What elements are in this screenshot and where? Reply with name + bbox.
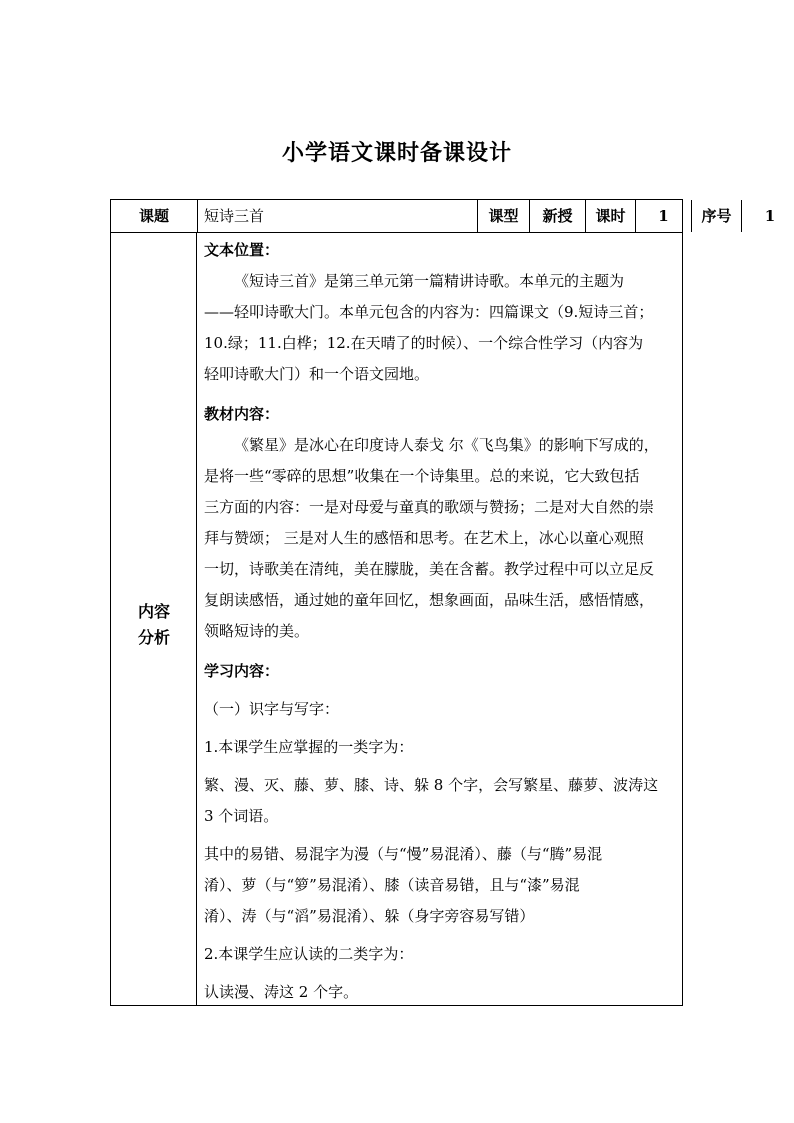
section-label-cell (111, 233, 197, 1005)
type-label: 课型 (478, 200, 530, 232)
paragraph-line: 复朗读感悟，通过她的童年回忆，想象画面，品味生活，感悟情感， (204, 591, 655, 609)
paragraph-line: 是将一些“零碎的思想”收集在一个诗集里。总的来说，它大致包括 (204, 467, 640, 485)
topic-label: 课题 (111, 200, 198, 232)
paragraph-line: 拜与赞颂； 三是对人生的感悟和思考。在艺术上，冰心以童心观照 (204, 529, 644, 547)
type-value: 新授 (530, 200, 586, 232)
paragraph-line: 10.绿；11.白桦；12.在天晴了的时候）、一个综合性学习（内容为 (204, 334, 644, 352)
section-label (111, 599, 197, 651)
subheading: 1.本课学生应掌握的一类字为： (204, 738, 414, 756)
content-cell (204, 233, 678, 1008)
heading-learning: 学习内容： (204, 662, 280, 680)
lesson-table (110, 199, 776, 1006)
paragraph-line: 繁、漫、灭、藤、萝、膝、诗、躲 8 个字，会写繁星、藤萝、波涛这 (204, 776, 659, 794)
seq-value: 1 (764, 207, 776, 225)
paragraph-line: 领略短诗的美。 (204, 622, 310, 640)
paragraph-line: 轻叩诗歌大门）和一个语文园地。 (204, 365, 430, 383)
topic-value: 短诗三首 (198, 200, 478, 232)
paragraph-line: 《繁星》是冰心在印度诗人泰戈 尔《飞鸟集》的影响下写成的， (234, 436, 659, 454)
paragraph-line: 淆）、涛（与“滔”易混淆）、躲（身字旁容易写错） (204, 907, 535, 925)
period-value: 1 (636, 200, 692, 232)
heading-material: 教材内容： (204, 405, 280, 423)
heading-text-position: 文本位置： (204, 241, 280, 259)
section-label-line1: 内容 (137, 602, 170, 621)
seq-label: 序号 (692, 200, 742, 232)
paragraph-line: 《短诗三首》是第三单元第一篇精讲诗歌。本单元的主题为 (234, 272, 625, 290)
paragraph-line: 三方面的内容：一是对母爱与童真的歌颂与赞扬；二是对大自然的崇 (204, 498, 655, 516)
page-title: 小学语文课时备课设计 (281, 140, 512, 166)
period-label: 课时 (586, 200, 636, 232)
paragraph-line: 认读漫、涛这 2 个字。 (204, 983, 359, 1001)
section-label-line2: 分析 (137, 628, 170, 647)
paragraph-line: ——轻叩诗歌大门。本单元包含的内容为：四篇课文（9.短诗三首； (204, 303, 654, 321)
subheading: 2.本课学生应认读的二类字为： (204, 945, 414, 963)
paragraph-line: 一切，诗歌美在清纯，美在朦胧，美在含蓄。教学过程中可以立足反 (204, 560, 655, 578)
header-row (111, 200, 776, 233)
paragraph-line: 淆）、萝（与“箩”易混淆）、膝（读音易错，且与“漆”易混 (204, 876, 580, 894)
paragraph-line: 其中的易错、易混字为漫（与“慢”易混淆）、藤（与“腾”易混 (204, 845, 603, 863)
subheading: （一）识字与写字： (204, 700, 340, 718)
paragraph-line: 3 个词语。 (204, 807, 279, 825)
